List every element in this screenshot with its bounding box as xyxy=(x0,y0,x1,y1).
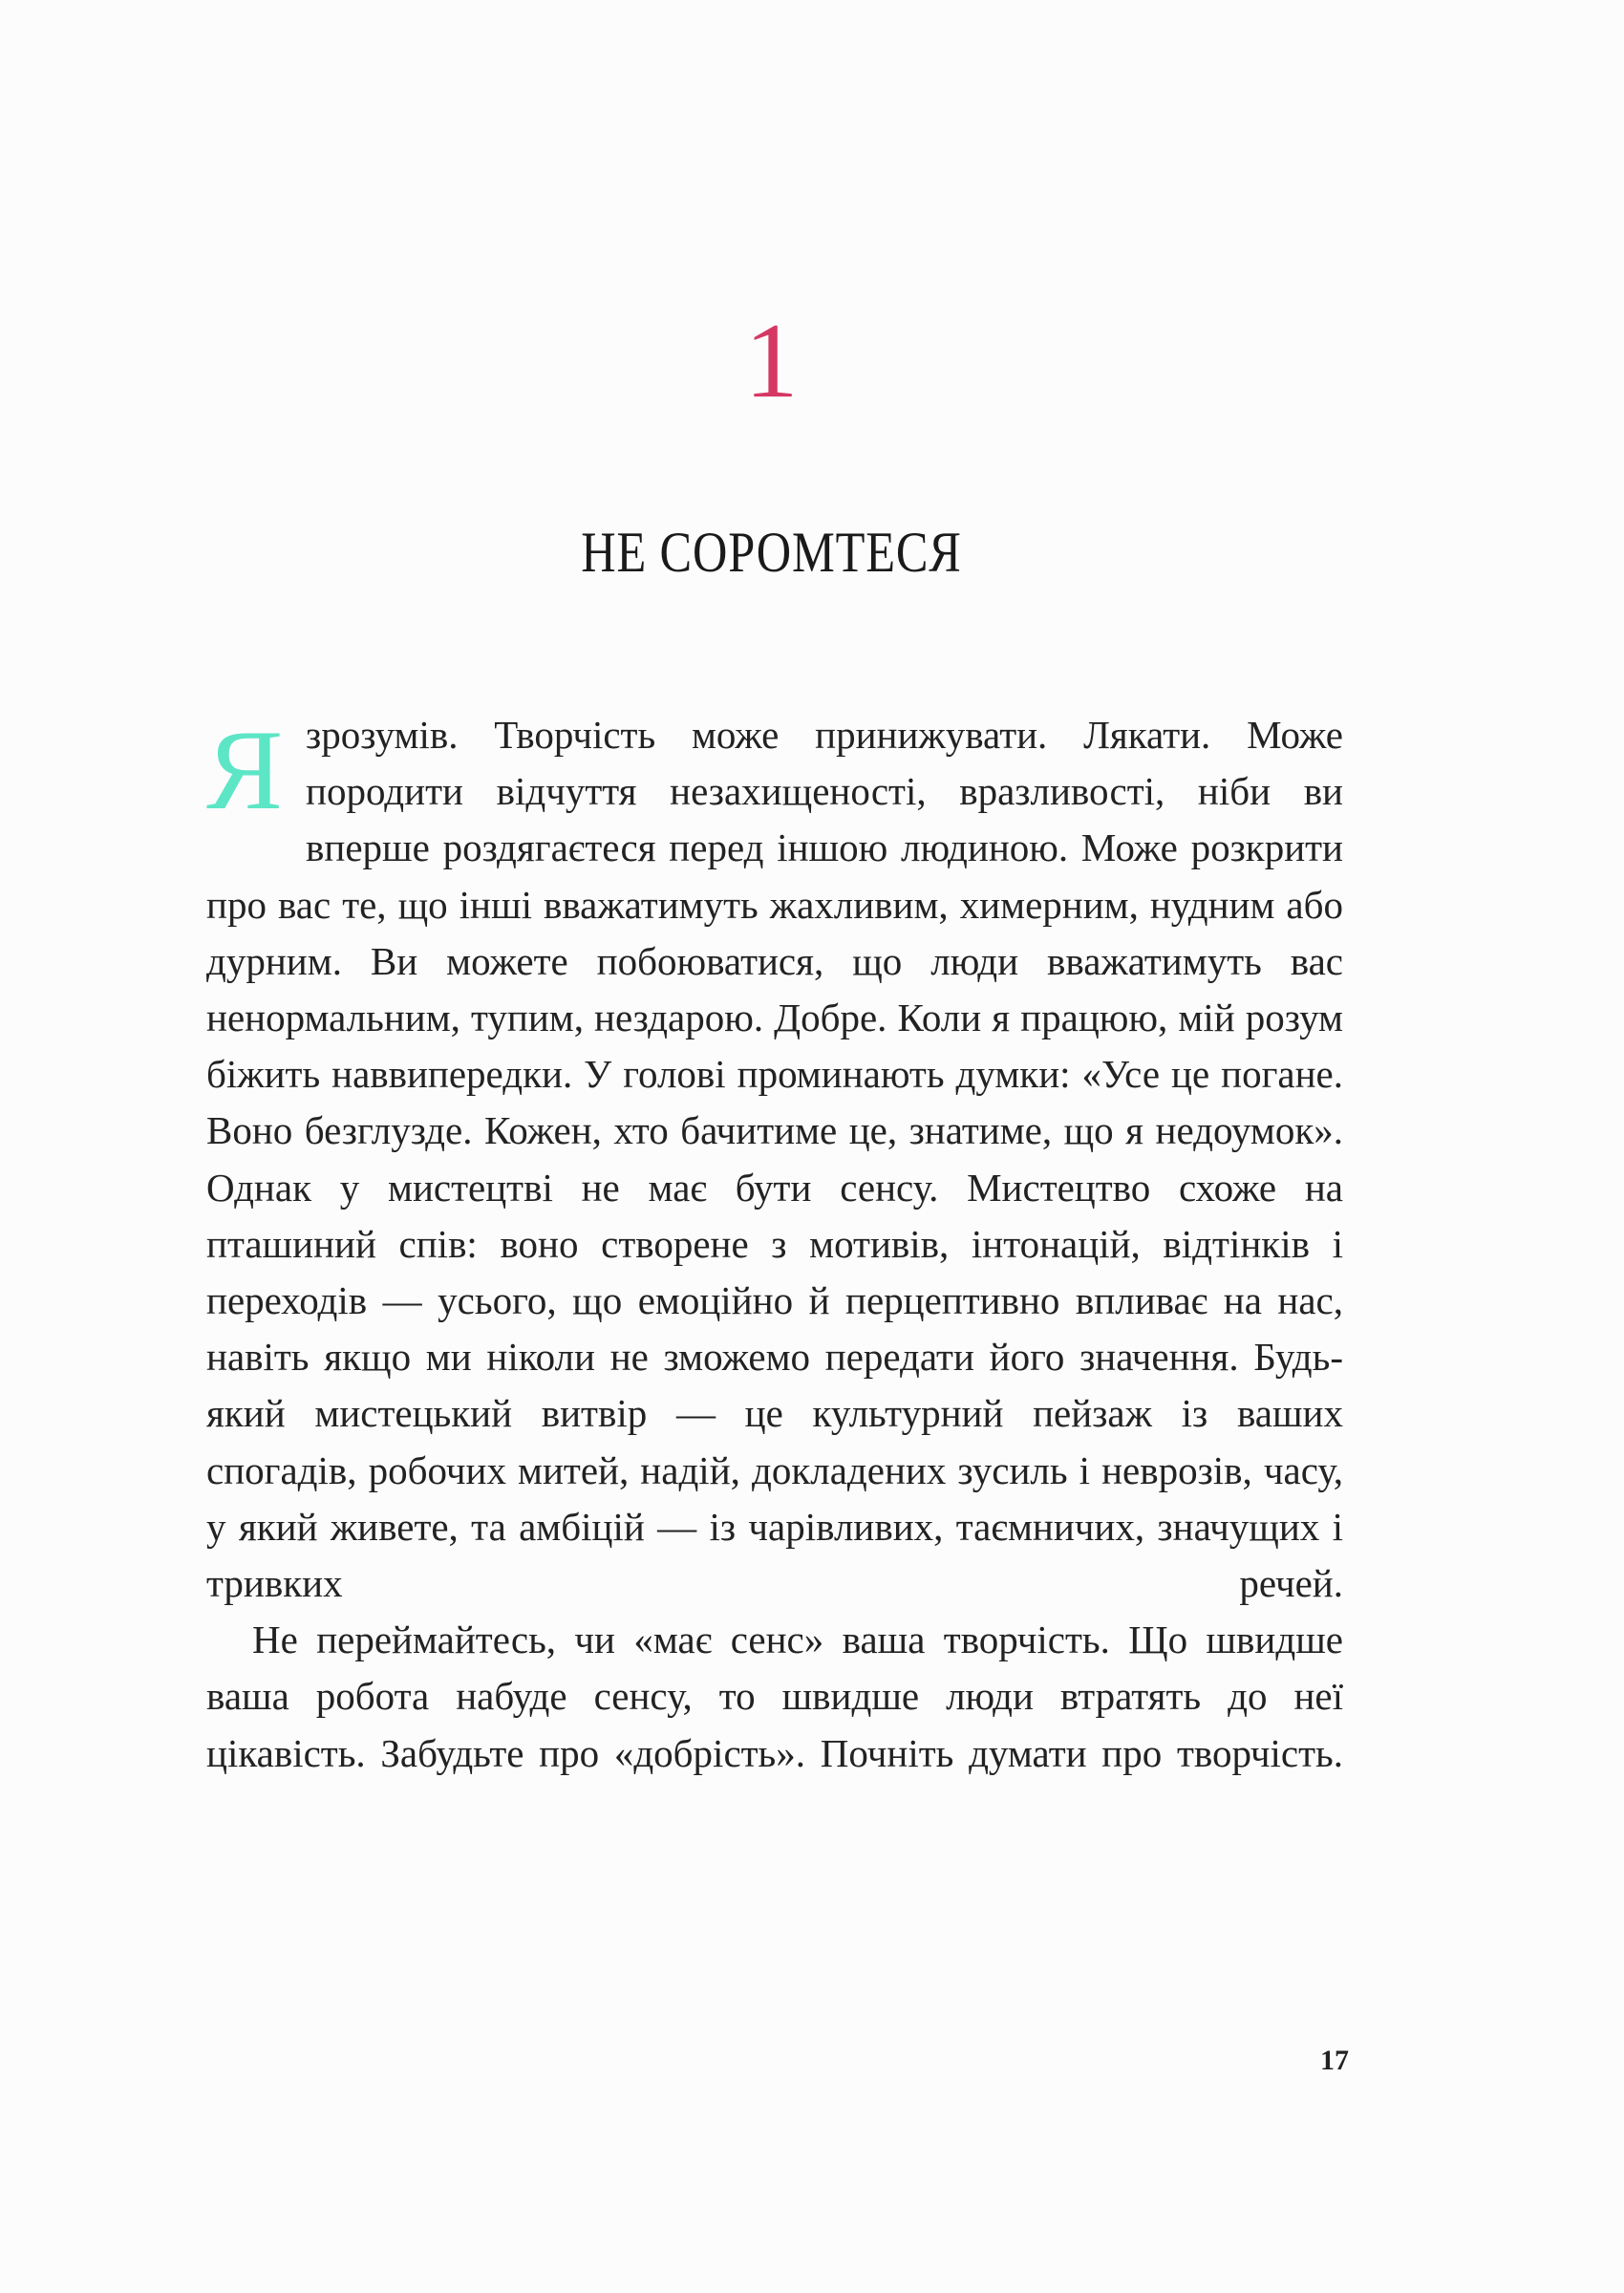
paragraph-1-text: зрозумів. Творчість може принижувати. Лякати. Може породити відчуття незахищеності, вразливості, ніби ви вперше роздягаєтеся перед іншою людиною. Може розкрити про вас те, що інші вважатимуть жахливим, химерним, нудним або дурним. Ви можете побоюватися, що люди вважатимуть вас ненормальним, тупим, нездарою. Добре. Коли я працюю, мій розум біжить наввипередки. У голові проминають думки: «Усе це погане. Воно безглузде. Кожен, хто бачитиме це, знатиме, що я недоумок». Однак у мистецтві не має бути сенсу. Мистецтво схоже на пташиний спів: воно створене з мотивів, інтонацій, відтінків і переходів — усього, що емоційно й перцептивно впливає на нас, навіть якщо ми ніколи не зможемо передати його значення. Будь-який мистецький витвір — це культурний пейзаж із ваших спогадів, робочих митей, надій, докладених зусиль і неврозів, часу, у який живете, та амбіцій — із чарівливих, таємничих, значущих і тривких речей. xyxy=(206,713,1343,1606)
paragraph-2-text: Не переймайтесь, чи «має сенс» ваша творчість. Що швидше ваша робота набуде сенсу, то швидше люди втратять до неї цікавість. Забудьте про «добрість». Почніть думати про творчість. xyxy=(206,1618,1343,1775)
chapter-number: 1 xyxy=(744,302,799,420)
paragraph xyxy=(206,707,1343,1612)
drop-cap: Я xyxy=(206,706,284,833)
chapter-title: НЕ СОРОМТЕСЯ xyxy=(581,521,962,584)
chapter-body xyxy=(206,707,1343,1782)
page-number: 17 xyxy=(1320,2045,1349,2076)
paragraph xyxy=(206,1612,1343,1782)
